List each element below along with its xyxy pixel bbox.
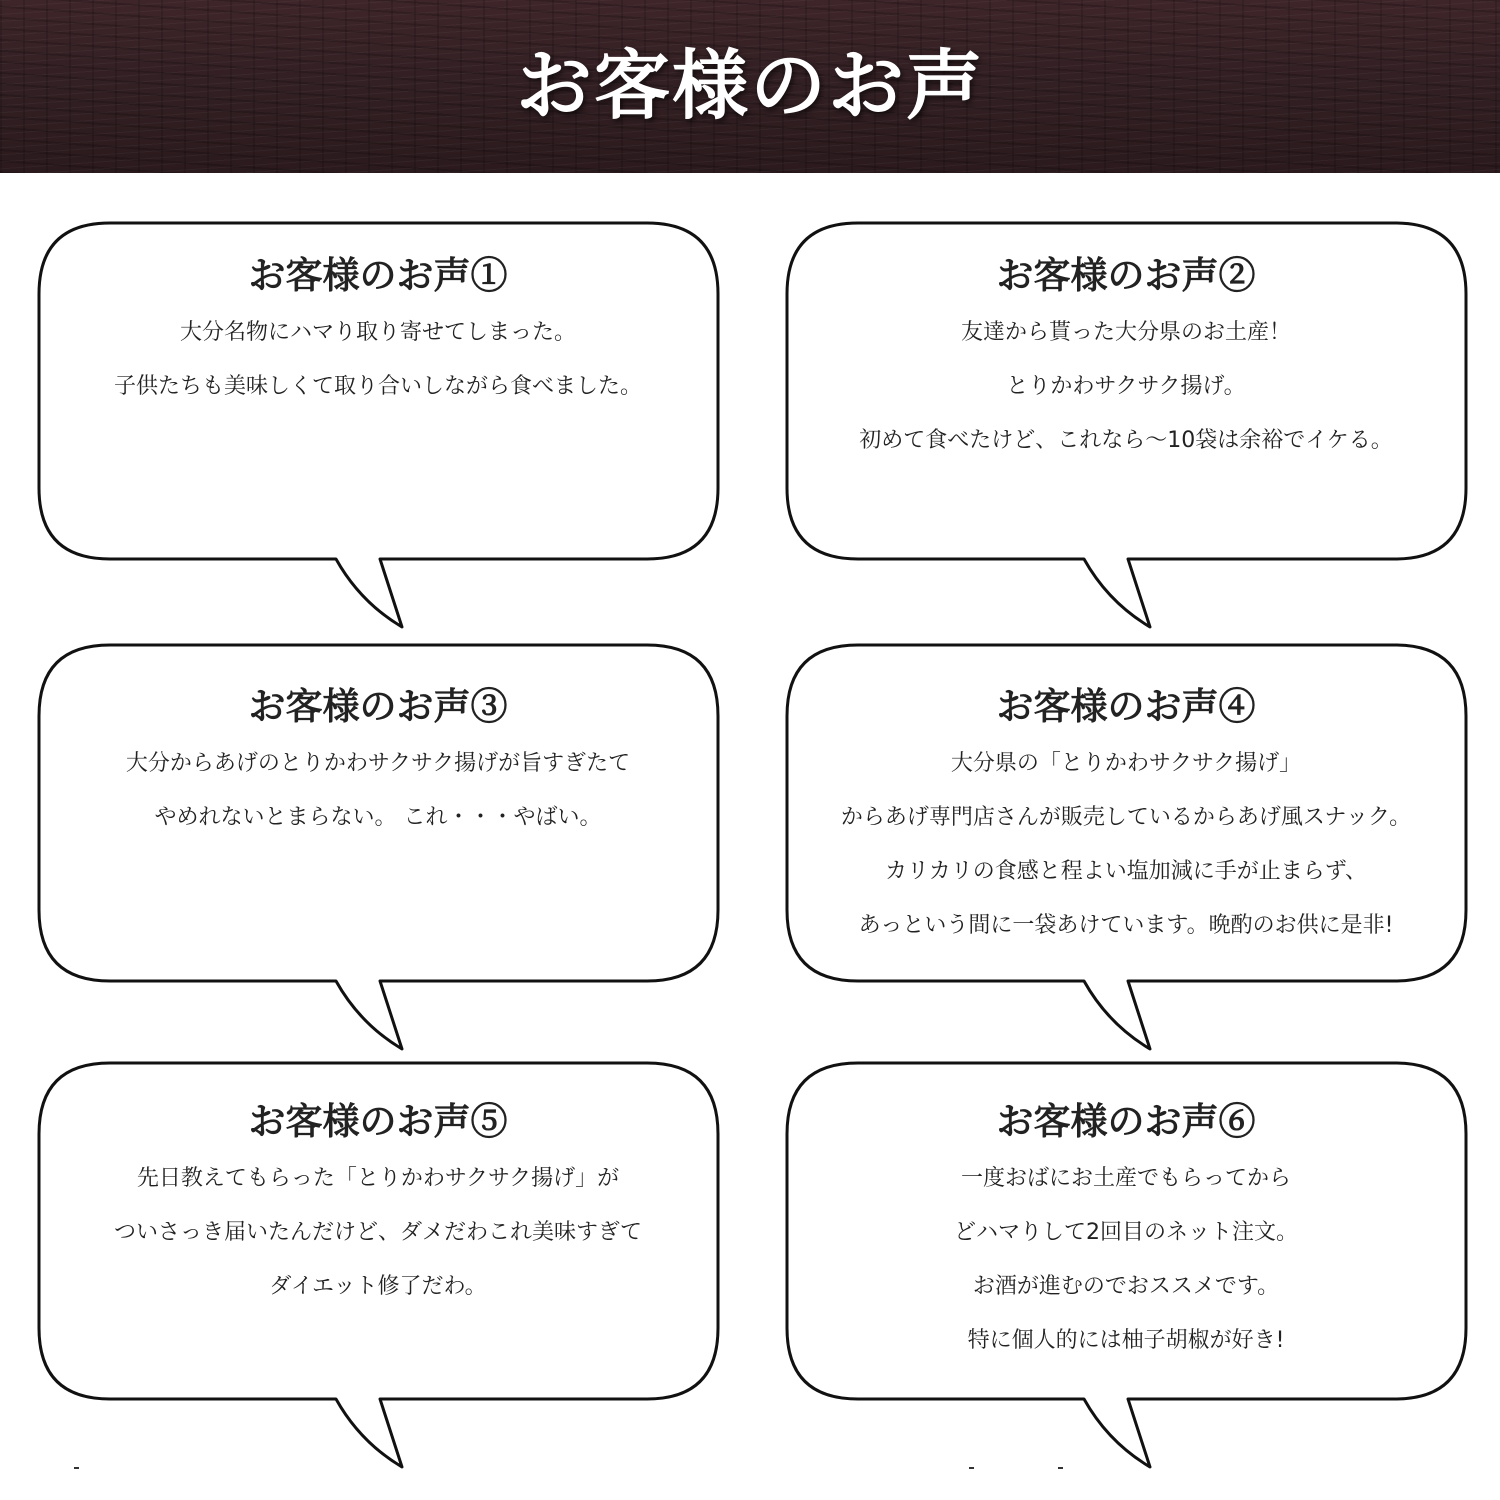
review-line: どハマりして2回目のネット注文。: [954, 1220, 1298, 1245]
page-title: お客様のお声: [516, 41, 984, 130]
review-title: お客様のお声⑤: [248, 1099, 508, 1143]
review-bubble-5: [38, 1096, 718, 1314]
stray-mark: [74, 1467, 79, 1469]
review-title: お客様のお声⑥: [996, 1099, 1256, 1143]
review-line: 友達から貰った大分県のお土産！: [960, 320, 1291, 345]
review-title: お客様のお声③: [248, 684, 508, 728]
review-line: お酒が進むのでおススメです。: [972, 1274, 1280, 1299]
review-bubble-4: [786, 681, 1466, 953]
review-line: やめれないとまらない。 これ・・・やばい。: [154, 805, 602, 830]
review-title: お客様のお声②: [996, 253, 1256, 297]
review-line: ダイエット修了だわ。: [269, 1274, 487, 1299]
review-line: ついさっき届いたんだけど、ダメだわこれ美味すぎて: [113, 1220, 642, 1245]
review-line: 大分名物にハマり取り寄せてしまった。: [179, 320, 576, 345]
review-title: お客様のお声①: [248, 253, 508, 297]
review-line: とりかわサクサク揚げ。: [1006, 374, 1246, 399]
review-bubble-3: [38, 681, 718, 845]
review-bubble-1: [38, 250, 718, 414]
stray-mark: [1058, 1467, 1063, 1469]
review-bubble-6: [786, 1096, 1466, 1368]
review-line: カリカリの食感と程よい塩加減に手が止まらず、: [884, 859, 1368, 884]
review-line: 大分県の「とりかわサクサク揚げ」: [950, 751, 1302, 776]
review-line: 特に個人的には柚子胡椒が好き!: [967, 1328, 1285, 1353]
review-line: からあげ専門店さんが販売しているからあげ風スナック。: [840, 805, 1412, 830]
review-title: お客様のお声④: [996, 684, 1256, 728]
stray-mark: [969, 1467, 974, 1469]
review-line: あっという間に一袋あけています。晩酌のお供に是非!: [858, 913, 1394, 938]
review-line: 大分からあげのとりかわサクサク揚げが旨すぎたて: [125, 751, 631, 776]
review-line: 子供たちも美味しくて取り合いしながら食べました。: [113, 374, 642, 399]
review-line: 一度おばにお土産でもらってから: [960, 1166, 1291, 1191]
review-line: 先日教えてもらった「とりかわサクサク揚げ」が: [136, 1166, 620, 1191]
review-line: 初めて食べたけど、これなら～10袋は余裕でイケる。: [859, 428, 1393, 453]
review-bubble-2: [786, 250, 1466, 468]
